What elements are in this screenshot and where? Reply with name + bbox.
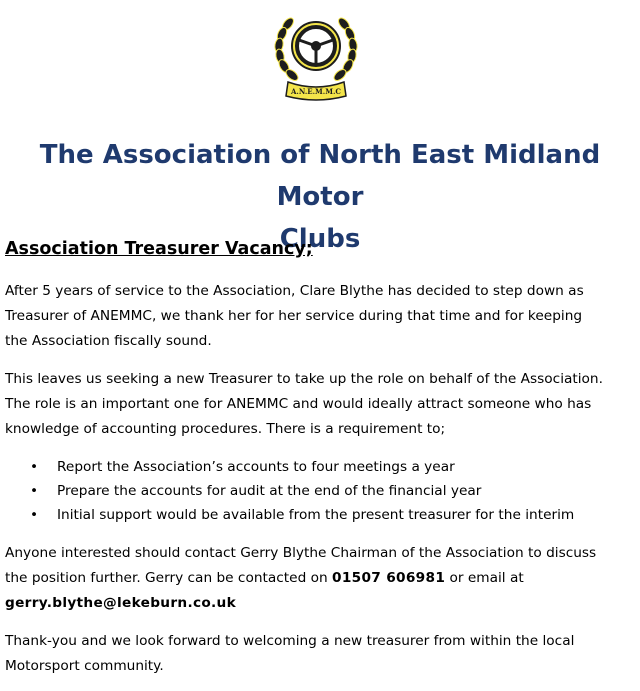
- intro-line-1: After 5 years of service to the Association, Clare Blythe has decided to step down as: [5, 283, 584, 299]
- closing-line-2: Motorsport community.: [5, 658, 164, 674]
- contact-line-2: [5, 566, 637, 591]
- role-line-2: The role is an important one for ANEMMC and would ideally attract someone who has: [5, 396, 592, 412]
- email-link[interactable]: gerry.blythe@lekeburn.co.uk: [5, 595, 237, 611]
- contact-paragraph: [5, 541, 637, 616]
- role-paragraph: [5, 367, 637, 442]
- contact-line-2-prefix: the position further. Gerry can be contacted on: [5, 570, 333, 586]
- closing-paragraph: [5, 629, 637, 679]
- list-item: • Report the Association’s accounts to four meetings a year: [30, 455, 574, 479]
- section-heading: Association Treasurer Vacancy;: [5, 239, 313, 259]
- intro-line-2: Treasurer of ANEMMC, we thank her for her service during that time and for keeping: [5, 308, 583, 324]
- intro-paragraph: [5, 279, 637, 354]
- role-line-1: This leaves us seeking a new Treasurer to take up the role on behalf of the Association.: [5, 371, 603, 387]
- title-line-2: Clubs: [279, 224, 361, 254]
- logo-banner: [286, 82, 346, 100]
- role-line-3: knowledge of accounting procedures. There is a requirement to;: [5, 421, 446, 437]
- list-item: • Prepare the accounts for audit at the end of the financial year: [30, 479, 574, 503]
- title-line-1: The Association of North East Midland Motor: [39, 140, 601, 212]
- closing-line-1: Thank-you and we look forward to welcoming a new treasurer from within the local: [5, 633, 575, 649]
- contact-line-1: Anyone interested should contact Gerry Blythe Chairman of the Association to discuss: [5, 545, 597, 561]
- requirements-list: [30, 455, 574, 527]
- anemmc-logo: [266, 2, 366, 102]
- steering-wheel-icon: [292, 22, 340, 70]
- list-item: • Initial support would be available from the present treasurer for the interim: [30, 503, 574, 527]
- contact-line-2-suffix: or email at: [445, 570, 524, 586]
- logo-banner-text: A.N.E.M.M.C: [291, 87, 341, 96]
- intro-line-3: the Association fiscally sound.: [5, 333, 212, 349]
- phone-number: 01507 606981: [332, 570, 446, 586]
